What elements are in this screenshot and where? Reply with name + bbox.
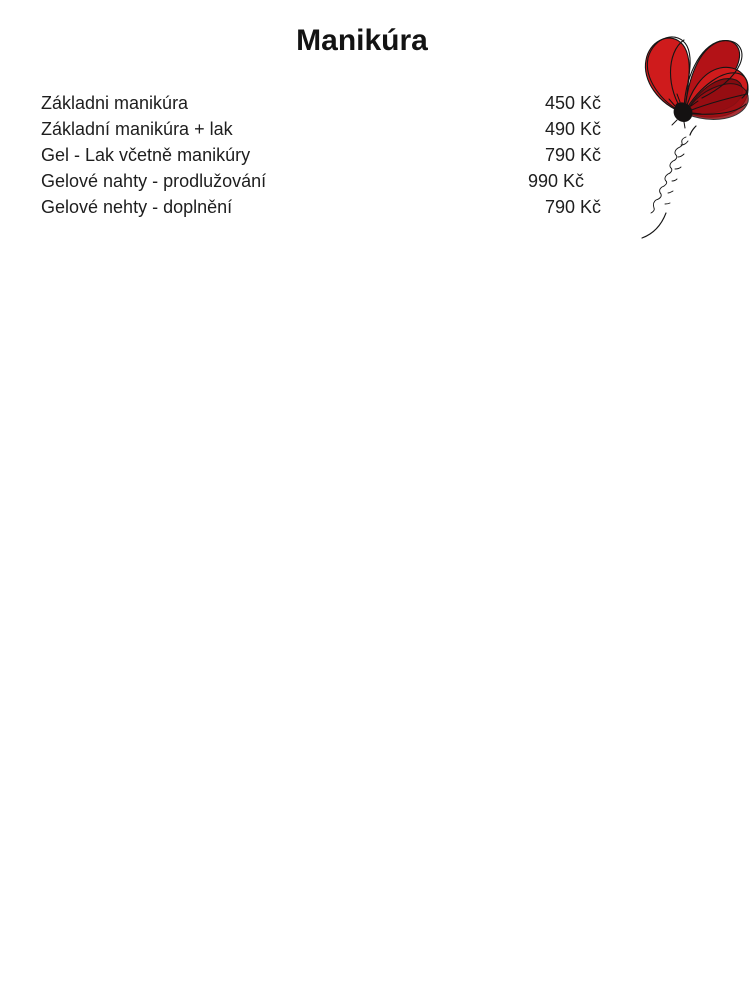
price-list-row (41, 168, 601, 194)
service-price: 990 Kč (527, 171, 584, 191)
price-list-row (41, 116, 601, 142)
price-list-row (41, 142, 601, 168)
poppy-flower-icon (640, 30, 750, 242)
service-price: 790 Kč (544, 197, 601, 217)
service-label: Gelové nehty - doplnění (41, 197, 233, 217)
price-list-row (41, 194, 601, 220)
service-price: 450 Kč (544, 93, 601, 113)
service-label: Gel - Lak včetně manikúry (41, 145, 251, 165)
service-label: Základní manikúra + lak (41, 119, 233, 139)
service-label: Gelové nahty - prodlužování (41, 171, 267, 191)
poppy-petals (645, 38, 748, 119)
price-list-row (41, 90, 601, 116)
service-price: 790 Kč (544, 145, 601, 165)
poppy-stem-script (642, 126, 696, 238)
page-title: Manikúra (296, 24, 428, 57)
service-label: Základni manikúra (41, 93, 189, 113)
price-list (41, 90, 601, 220)
service-price: 490 Kč (544, 119, 601, 139)
